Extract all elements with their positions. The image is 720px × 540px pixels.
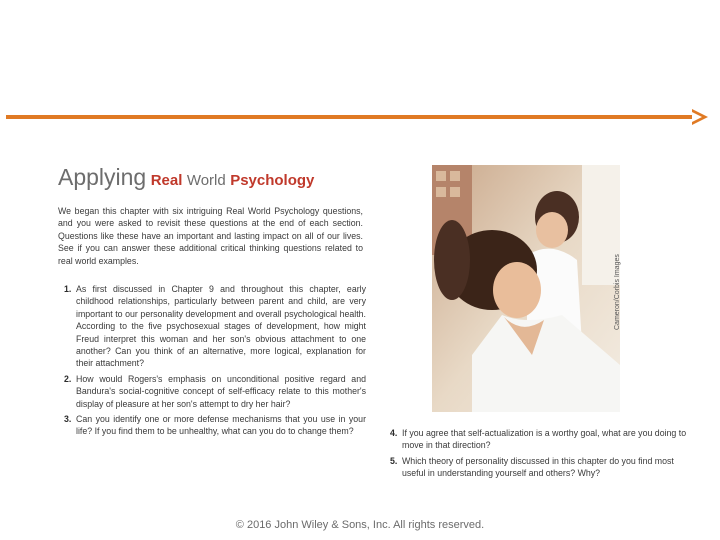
question-list-left <box>64 283 366 441</box>
arrow-right-icon <box>692 109 708 125</box>
question-number: 2. <box>64 373 72 384</box>
orange-divider-line <box>6 115 696 119</box>
question-text: Which theory of personality discussed in this chapter do you find most useful in understanding yourself and others? Why? <box>402 455 674 479</box>
heading-psychology: Psychology <box>230 172 315 189</box>
question-text: As first discussed in Chapter 9 and throughout this chapter, early childhood relationships, particularly between parent and child, are very important to our personality development and overall psychological health. According to the five psychosexual stages of development, how might Freud interpret this woman and her son's obvious attachment to one another? Can you think of an alternative, more logical, explanation for their attachment? <box>76 284 366 369</box>
question-number: 1. <box>64 284 72 294</box>
section-heading <box>58 164 314 191</box>
heading-world: World <box>186 172 226 189</box>
question-text: If you agree that self-actualization is a worthy goal, what are you doing to move in that direction? <box>402 428 687 451</box>
question-item <box>390 455 690 480</box>
question-number: 5. <box>390 455 398 466</box>
copyright-footer: © 2016 John Wiley & Sons, Inc. All rights reserved. <box>235 519 485 531</box>
question-item <box>390 427 690 452</box>
question-item <box>64 413 366 438</box>
question-item <box>64 283 366 370</box>
heading-applying: Applying <box>58 164 147 190</box>
question-list-right <box>390 427 690 483</box>
heading-real: Real <box>150 172 183 189</box>
textbook-page-excerpt <box>58 160 698 485</box>
photo-credit: Cameron/Corbis Images <box>614 254 621 330</box>
question-number: 3. <box>64 414 72 425</box>
photo-illustration <box>432 165 620 412</box>
intro-paragraph: We began this chapter with six intriguing Real World Psychology questions, and you were asked to revisit these questions at the end of each section. Questions like these have an important and lasting impact on all of our lives. See if you can answer these additional critical thinking questions related to real world examples. <box>58 206 363 266</box>
question-number: 4. <box>390 428 398 438</box>
question-text: Can you identify one or more defense mechanisms that you use in your life? If you find them to be unhealthy, what can you do to change them? <box>76 414 366 437</box>
mother-son-photo <box>432 165 620 412</box>
question-text: How would Rogers's emphasis on unconditional positive regard and Bandura's social-cognitive concept of self-efficacy relate to this mother's display of pleasure at her son's attempt to dry her hair? <box>76 373 366 409</box>
question-item <box>64 373 366 410</box>
